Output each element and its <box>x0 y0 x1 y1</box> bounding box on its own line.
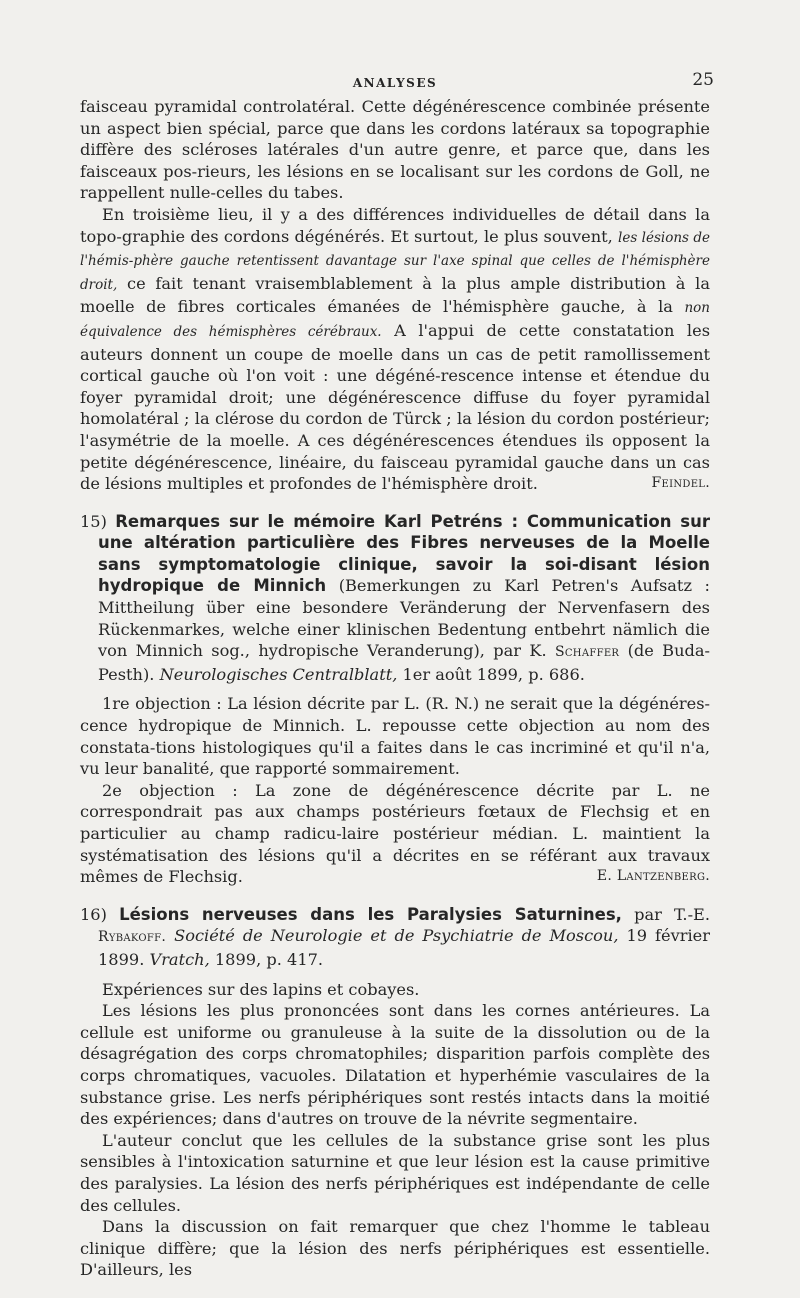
text-segment: 2e objection : La zone de dégénérescence décrite par L. ne correspondrait pas aux champs postérieurs fœtaux de Flechsig et en particulier au champ radicu-laire postérieur médian. L. maintient la systématisation des lésions qu'il a décrites en se référant aux travaux mêmes de Flechsig. <box>80 780 710 887</box>
text-segment: ce fait tenant vraisemblablement à la plus ample distribution à la moelle de fibres corticales émanées de l'hémisphère gauche, à la <box>80 273 710 317</box>
section-subtitle: (Bemerkungen zu Karl Petren's Aufsatz : Mittheilung über eine besondere Veränderung der Nervenfasern des Rückenmarkes, welche einer klinischen Bedentung entbehrt nämlich die von Minnich sog., hydropische Veranderung), par K. <box>98 576 710 661</box>
emphasis-text: les lésions de l'hémis-phère gauche retentissent davantage sur l'axe spinal que celles de l'hémisphère droit, <box>80 229 710 293</box>
publication-date: 1er août 1899, p. 686. <box>397 664 585 684</box>
emphasis-text: non équivalence des hémisphères cérébraux. <box>80 300 710 340</box>
author-place: (de Buda-Pesth). <box>98 641 710 684</box>
journal-name: Neurologisches Centralblatt, <box>159 664 398 684</box>
paragraph: L'auteur conclut que les cellules de la substance grise sont les plus sensibles à l'intoxication saturnine et que leur lésion est la cause primitive des paralysies. La lésion des nerfs périphériques est indépendante de celle des cellules. <box>80 1130 710 1215</box>
publication-date: 19 février 1899. <box>98 926 710 969</box>
publication-ref: 1899, p. 417. <box>209 949 324 969</box>
body-text <box>80 96 710 1281</box>
author-name: Rybakoff. <box>98 929 167 946</box>
text-segment: En troisième lieu, il y a des différences individuelles de détail dans la topo-graphie des cordons dégénérés. Et surtout, le plus souvent, <box>80 204 710 246</box>
section-number: 15) <box>80 511 107 531</box>
paragraph: Dans la discussion on fait remarquer que chez l'homme le tableau clinique diffère; que la lésion des nerfs périphériques est essentielle. D'ailleurs, les <box>80 1217 710 1280</box>
running-title: ANALYSES <box>352 76 438 90</box>
section-number: 16) <box>80 904 107 924</box>
section-heading <box>80 511 710 686</box>
section-heading <box>80 904 710 971</box>
page-header <box>80 66 714 96</box>
page-number: 25 <box>692 70 714 90</box>
journal-name: Vratch, <box>149 949 210 969</box>
paragraph-continuation: faisceau pyramidal controlatéral. Cette dégénérescence combinée présente un aspect bien spécial, parce que dans les cordons latéraux sa topographie diffère des scléroses latérales d'un autre genre, et parce que, dans les faisceaux pos-rieurs, les lésions en se localisant sur les cordons de Goll, ne rappellent nulle-celles du tabes. <box>80 97 710 203</box>
text-segment: A l'appui de cette constatation les auteurs donnent un coupe de moelle dans un cas de petit ramollissement cortical gauche où l'on voit : une dégéné-rescence intense et étendue du foyer pyramidal droit; une dégénérescence diffuse du foyer pyramidal homolatéral ; la clérose du cordon de Türck ; la lésion du cordon postérieur; l'asymétrie de la moelle. A ces dégénérescences étendues ils opposent la petite dégénérescence, linéaire, du faisceau pyramidal gauche dans un cas de lésions multiples et profondes de l'hémisphère droit. <box>80 320 710 494</box>
author-name: Schaffer <box>554 644 620 661</box>
objection-1: 1re objection : La lésion décrite par L. (R. N.) ne serait que la dégénéres-cence hydropique de Minnich. L. repousse cette objection au nom des constata-tions histologiques qu'il a faites dans le cas incriminé et qu'il n'a, vu leur banalité, que rapporté sommairement. <box>80 694 710 779</box>
signature: E. Lantzenberg. <box>596 868 710 885</box>
section-15 <box>80 511 710 888</box>
society-name: Société de Neurologie et de Psychiatrie de Moscou, <box>166 926 619 946</box>
section-title: Remarques sur le mémoire Karl Petréns : Communication sur une altération particulière des Fibres nerveuses de la Moelle sans symptomatologie clinique, savoir la soi-disant lésion hydropique de Minnich <box>98 511 710 596</box>
objection-2 <box>80 780 710 888</box>
section-title: Lésions nerveuses dans les Paralysies Saturnines, <box>119 904 622 924</box>
paragraph: Expériences sur des lapins et cobayes. <box>102 979 420 999</box>
paragraph-differences <box>80 204 710 495</box>
text-segment: par T.-E. <box>621 904 711 924</box>
paragraph: Les lésions les plus prononcées sont dans les cornes antérieures. La cellule est uniforme ou granuleuse à la suite de la dissolution ou de la désagrégation des corps chromatophiles; disparition parfois complète des corps chromatiques, vacuoles. Dilatation et hyperhémie vasculaires de la substance grise. Les nerfs périphériques sont restés intacts dans la moitié des expériences; dans d'autres on trouve de la névrite segmentaire. <box>80 1001 710 1129</box>
section-16 <box>80 904 710 1281</box>
signature: Feindel. <box>651 475 710 492</box>
